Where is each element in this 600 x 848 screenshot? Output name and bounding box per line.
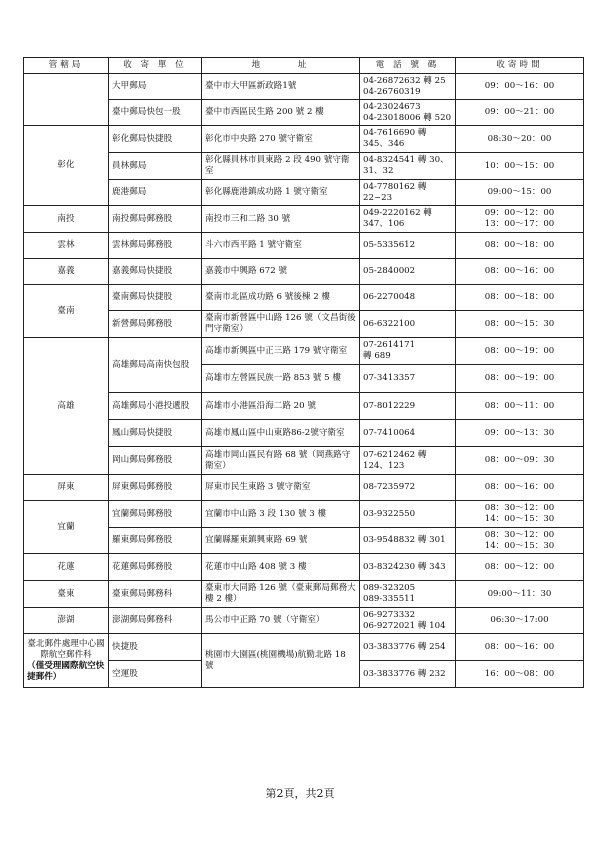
unit-cell: 空運股 (109, 661, 202, 688)
address-cell: 高雄市小港區沿海二路 20 號 (202, 393, 360, 420)
hours-cell: 10：00～15：00 (456, 153, 584, 180)
phone-cell: 03-3833776 轉 254 (360, 634, 456, 661)
address-cell: 南投市三和二路 30 號 (202, 206, 360, 233)
hours-cell: 08：30～12：00 14：00～15：30 (456, 501, 584, 528)
table-row (24, 126, 584, 153)
unit-cell: 嘉義郵局快捷股 (109, 259, 202, 285)
hours-cell: 09：00～16：00 (456, 74, 584, 100)
hours-cell: 08：00～16：00 (456, 634, 584, 661)
table-row (24, 501, 584, 528)
phone-cell: 04-26872632 轉 25 04-26760319 (360, 74, 456, 100)
phone-cell: 07-6212462 轉 124、123 (360, 447, 456, 475)
address-cell: 嘉義市中興路 672 號 (202, 259, 360, 285)
unit-cell: 快捷股 (109, 634, 202, 661)
address-cell: 高雄市左營區民族一路 853 號 5 樓 (202, 365, 360, 393)
page-footer: 第2頁，共2頁 (265, 787, 335, 800)
phone-cell: 06-9273332 06-9272021 轉 104 (360, 608, 456, 634)
address-cell: 臺中市西區民生路 200 號 2 樓 (202, 100, 360, 126)
bureau-cell: 高雄 (24, 338, 109, 475)
header-address: 地 址 (202, 58, 360, 74)
header-unit: 收 寄 單 位 (109, 58, 202, 74)
phone-cell: 08-7235972 (360, 475, 456, 501)
phone-cell: 06-6322100 (360, 311, 456, 338)
hours-cell: 08：00～18：00 (456, 233, 584, 259)
unit-cell: 花蓮郵局郵務股 (109, 554, 202, 581)
unit-cell: 臺中郵局快包一股 (109, 100, 202, 126)
table-row (24, 581, 584, 608)
address-cell: 屏東市民生東路 3 號守衛室 (202, 475, 360, 501)
unit-cell: 鳳山郵局快捷股 (109, 420, 202, 447)
table-row (24, 554, 584, 581)
hours-cell: 08：00～09：30 (456, 447, 584, 475)
bureau-cell (24, 634, 109, 688)
phone-cell: 07-7410064 (360, 420, 456, 447)
hours-cell: 08：00～11：00 (456, 393, 584, 420)
header-bureau: 管轄局 (24, 58, 109, 74)
table-row (24, 475, 584, 501)
address-cell: 斗六市西平路 1 號守衛室 (202, 233, 360, 259)
unit-cell: 彰化郵局快捷股 (109, 126, 202, 153)
phone-cell: 07-3413357 (360, 365, 456, 393)
hours-cell: 06:30～17:00 (456, 608, 584, 634)
hours-cell: 09：00～13：30 (456, 420, 584, 447)
phone-cell: 03-8324230 轉 343 (360, 554, 456, 581)
table-header-row (24, 58, 584, 74)
address-cell: 高雄市岡山區民有路 68 號（岡燕路守衛室） (202, 447, 360, 475)
hours-cell: 08：00～19：00 (456, 365, 584, 393)
bureau-cell: 嘉義 (24, 259, 109, 285)
table-row (24, 206, 584, 233)
bureau-note: （僅受理國際航空快捷郵件） (27, 660, 105, 682)
table-row (24, 259, 584, 285)
phone-cell: 049-2220162 轉 347、106 (360, 206, 456, 233)
table-row (24, 285, 584, 311)
bureau-cell: 臺南 (24, 285, 109, 338)
table-row (24, 634, 584, 661)
unit-cell: 員林郵局 (109, 153, 202, 180)
phone-cell: 03-9548832 轉 301 (360, 528, 456, 554)
address-cell: 馬公市中正路 70 號（守衛室） (202, 608, 360, 634)
bureau-cell: 屏東 (24, 475, 109, 501)
address-cell: 花蓮市中山路 408 號 3 樓 (202, 554, 360, 581)
address-cell: 高雄市鳳山區中山東路86-2號守衛室 (202, 420, 360, 447)
phone-cell: 04-7616690 轉 345、346 (360, 126, 456, 153)
address-cell: 宜蘭縣羅東鎮興東路 69 號 (202, 528, 360, 554)
phone-cell: 04-23024673 04-23018006 轉 520 (360, 100, 456, 126)
hours-cell: 08：00～15：30 (456, 311, 584, 338)
header-phone: 電 話 號 碼 (360, 58, 456, 74)
phone-cell: 03-3833776 轉 232 (360, 661, 456, 688)
table-row (24, 608, 584, 634)
bureau-cell: 臺東 (24, 581, 109, 608)
unit-cell: 澎湖郵局郵務科 (109, 608, 202, 634)
hours-cell: 08:30～20：00 (456, 126, 584, 153)
phone-cell: 07-2614171 轉 689 (360, 338, 456, 365)
unit-cell: 鹿港郵局 (109, 180, 202, 206)
address-cell: 宜蘭市中山路 3 段 130 號 3 樓 (202, 501, 360, 528)
phone-cell: 05-5335612 (360, 233, 456, 259)
hours-cell: 09：00～21：00 (456, 100, 584, 126)
unit-cell: 高雄郵局小港投遞股 (109, 393, 202, 420)
hours-cell: 08：00～18：00 (456, 285, 584, 311)
address-cell: 桃園市大園區(桃園機場)航勤北路 18 號 (202, 634, 360, 688)
hours-cell: 08：00～19：00 (456, 338, 584, 365)
phone-cell: 05-2840002 (360, 259, 456, 285)
header-hours: 收寄時間 (456, 58, 584, 74)
table-row (24, 338, 584, 365)
address-cell: 彰化縣鹿港鎮成功路 1 號守衛室 (202, 180, 360, 206)
unit-cell: 岡山郵局郵務股 (109, 447, 202, 475)
address-cell: 臺中市大甲區新政路1號 (202, 74, 360, 100)
unit-cell: 高雄郵局高南快包股 (109, 338, 202, 393)
table-row (24, 74, 584, 100)
unit-cell: 羅東郵局郵務股 (109, 528, 202, 554)
address-cell: 彰化縣員林市員東路 2 段 490 號守衛室 (202, 153, 360, 180)
post-office-table (23, 57, 584, 688)
address-cell: 臺南市新營區中山路 126 號（文昌街後門守衛室） (202, 311, 360, 338)
hours-cell: 16：00～08：00 (456, 661, 584, 688)
hours-cell: 09：00～12：00 13：00～17：00 (456, 206, 584, 233)
address-cell: 臺東市大同路 126 號（臺東郵局郵務大樓 2 樓） (202, 581, 360, 608)
bureau-name: 臺北郵件處理中心國際航空郵件科 (27, 638, 105, 660)
bureau-cell: 花蓮 (24, 554, 109, 581)
bureau-cell (24, 74, 109, 126)
unit-cell: 大甲郵局 (109, 74, 202, 100)
address-cell: 高雄市新興區中正三路 179 號守衛室 (202, 338, 360, 365)
address-cell: 臺南市北區成功路 6 號後棟 2 樓 (202, 285, 360, 311)
phone-cell: 04-7780162 轉 22~23 (360, 180, 456, 206)
hours-cell: 08：00～16：00 (456, 259, 584, 285)
unit-cell: 屏東郵局郵務股 (109, 475, 202, 501)
bureau-cell: 宜蘭 (24, 501, 109, 554)
hours-cell: 09:00～15：00 (456, 180, 584, 206)
unit-cell: 臺東郵局郵務科 (109, 581, 202, 608)
phone-cell: 03-9322550 (360, 501, 456, 528)
bureau-cell: 南投 (24, 206, 109, 233)
hours-cell: 09:00～11：30 (456, 581, 584, 608)
unit-cell: 新營郵局郵務股 (109, 311, 202, 338)
hours-cell: 08：00～16：00 (456, 475, 584, 501)
bureau-cell: 澎湖 (24, 608, 109, 634)
unit-cell: 南投郵局郵務股 (109, 206, 202, 233)
hours-cell: 08：00～12：00 (456, 554, 584, 581)
phone-cell: 06-2270048 (360, 285, 456, 311)
phone-cell: 04-8324541 轉 30、31、32 (360, 153, 456, 180)
bureau-cell: 彰化 (24, 126, 109, 206)
unit-cell: 宜蘭郵局郵務股 (109, 501, 202, 528)
table-row (24, 233, 584, 259)
unit-cell: 臺南郵局快捷股 (109, 285, 202, 311)
address-cell: 彰化市中央路 270 號守衛室 (202, 126, 360, 153)
phone-cell: 07-8012229 (360, 393, 456, 420)
bureau-cell: 雲林 (24, 233, 109, 259)
phone-cell: 089-323205 089-335511 (360, 581, 456, 608)
hours-cell: 08：30～12：00 14：00～15：30 (456, 528, 584, 554)
unit-cell: 雲林郵局郵務股 (109, 233, 202, 259)
